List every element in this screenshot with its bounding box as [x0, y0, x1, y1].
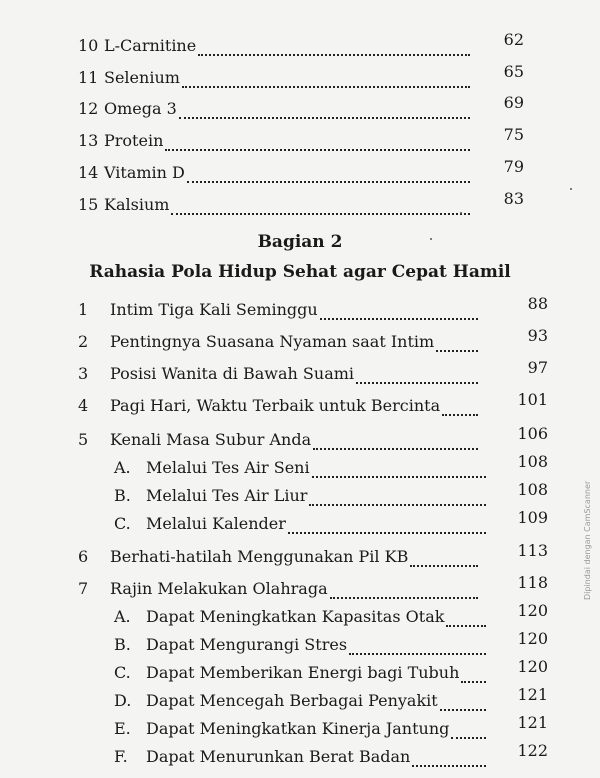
toc-entry-page: 83	[503, 189, 524, 208]
toc-entry-number: E.	[114, 719, 131, 738]
toc-entry-number: 7	[78, 579, 89, 598]
toc-entry[interactable]	[78, 541, 548, 569]
toc-entry-title: Omega 3	[104, 99, 177, 118]
toc-entry[interactable]	[114, 741, 548, 769]
toc-entry-title: Vitamin D	[104, 163, 185, 182]
toc-entry-title: Intim Tiga Kali Seminggu	[110, 300, 318, 319]
scan-speck	[430, 238, 432, 240]
dot-leader	[312, 456, 486, 478]
toc-entry[interactable]	[78, 30, 524, 58]
toc-entry-page: 109	[517, 508, 548, 527]
toc-entry-title: Selenium	[104, 68, 180, 87]
toc-entry-number: A.	[114, 607, 131, 626]
dot-leader	[349, 633, 486, 655]
toc-entry-number: 12	[78, 99, 99, 118]
toc-entry[interactable]	[114, 601, 548, 629]
toc-entry[interactable]	[78, 157, 524, 185]
dot-leader	[182, 66, 470, 88]
toc-entry-page: 62	[503, 30, 524, 49]
dot-leader	[412, 745, 486, 767]
dot-leader	[179, 97, 470, 119]
toc-entry-title: L-Carnitine	[104, 36, 197, 55]
toc-entry-title: Dapat Meningkatkan Kinerja Jantung	[146, 719, 450, 738]
dot-leader	[436, 330, 478, 352]
scan-speck	[570, 188, 572, 190]
toc-entry[interactable]	[78, 189, 524, 217]
dot-leader	[165, 129, 470, 151]
toc-entry-page: 121	[517, 713, 548, 732]
toc-entry-title: Dapat Mencegah Berbagai Penyakit	[146, 691, 438, 710]
toc-entry-title: Melalui Tes Air Seni	[146, 458, 310, 477]
toc-entry-title: Melalui Tes Air Liur	[146, 486, 308, 505]
dot-leader	[461, 661, 486, 683]
dot-leader	[313, 428, 478, 450]
toc-entry[interactable]	[78, 390, 548, 418]
dot-leader	[451, 717, 486, 739]
toc-entry-number: 4	[78, 396, 89, 415]
toc-entry-title: Dapat Meningkatkan Kapasitas Otak	[146, 607, 445, 626]
dot-leader	[446, 605, 486, 627]
toc-entry-page: 106	[517, 424, 548, 443]
toc-entry-page: 122	[517, 741, 548, 760]
toc-entry-page: 75	[503, 125, 524, 144]
toc-entry[interactable]	[78, 125, 524, 153]
toc-entry[interactable]	[114, 713, 548, 741]
toc-entry-number: C.	[114, 663, 131, 682]
dot-leader	[309, 484, 486, 506]
toc-entry-title: Rajin Melakukan Olahraga	[110, 579, 328, 598]
toc-entry-page: 113	[517, 541, 548, 560]
toc-entry-title: Berhati-hatilah Menggunakan Pil KB	[110, 547, 409, 566]
toc-entry-page: 65	[503, 62, 524, 81]
toc-entry-number: D.	[114, 691, 132, 710]
toc-entry-number: 5	[78, 430, 89, 449]
toc-entry-page: 120	[517, 629, 548, 648]
toc-entry-title: Pentingnya Suasana Nyaman saat Intim	[110, 332, 435, 351]
toc-entry[interactable]	[114, 685, 548, 713]
toc-entry-page: 101	[517, 390, 548, 409]
toc-entry[interactable]	[78, 573, 548, 601]
toc-entry[interactable]	[78, 424, 548, 452]
toc-entry[interactable]	[78, 93, 524, 121]
toc-entry-number: 6	[78, 547, 89, 566]
scan-speck	[460, 212, 462, 214]
scanner-watermark: Dipindai dengan CamScanner	[583, 480, 592, 600]
toc-entry-number: 15	[78, 195, 99, 214]
toc-entry-page: 108	[517, 452, 548, 471]
toc-entry[interactable]	[114, 657, 548, 685]
toc-entry[interactable]	[78, 294, 548, 322]
dot-leader	[187, 161, 470, 183]
toc-entry-page: 79	[503, 157, 524, 176]
toc-entry-number: 14	[78, 163, 99, 182]
toc-entry-title: Kenali Masa Subur Anda	[110, 430, 312, 449]
toc-entry-title: Dapat Menurunkan Berat Badan	[146, 747, 411, 766]
toc-entry-title: Kalsium	[104, 195, 170, 214]
toc-entry-number: B.	[114, 486, 131, 505]
toc-entry-number: 2	[78, 332, 89, 351]
toc-entry-page: 108	[517, 480, 548, 499]
part2-title: Rahasia Pola Hidup Sehat agar Cepat Hamil	[89, 262, 511, 282]
toc-entry[interactable]	[114, 452, 548, 480]
dot-leader	[330, 577, 478, 599]
dot-leader	[410, 545, 478, 567]
dot-leader	[320, 298, 478, 320]
toc-entry[interactable]	[114, 508, 548, 536]
toc-entry-title: Melalui Kalender	[146, 514, 286, 533]
toc-entry[interactable]	[114, 629, 548, 657]
toc-entry-number: 3	[78, 364, 89, 383]
toc-entry-title: Dapat Memberikan Energi bagi Tubuh	[146, 663, 460, 682]
toc-entry-number: 1	[78, 300, 89, 319]
toc-entry-number: 10	[78, 36, 99, 55]
toc-entry[interactable]	[78, 358, 548, 386]
toc-entry-number: F.	[114, 747, 128, 766]
toc-entry[interactable]	[78, 62, 524, 90]
toc-entry-page: 118	[517, 573, 548, 592]
toc-entry[interactable]	[114, 480, 548, 508]
dot-leader	[288, 512, 486, 534]
toc-entry-page: 93	[527, 326, 548, 345]
toc-entry-page: 120	[517, 657, 548, 676]
toc-entry-page: 120	[517, 601, 548, 620]
toc-entry-title: Dapat Mengurangi Stres	[146, 635, 348, 654]
toc-entry-title: Posisi Wanita di Bawah Suami	[110, 364, 355, 383]
toc-entry-page: 88	[527, 294, 548, 313]
toc-entry-page: 97	[527, 358, 548, 377]
dot-leader	[442, 394, 478, 416]
toc-entry-number: 11	[78, 68, 99, 87]
toc-entry-page: 121	[517, 685, 548, 704]
toc-entry-number: C.	[114, 514, 131, 533]
toc-entry-title: Protein	[104, 131, 164, 150]
dot-leader	[171, 193, 470, 215]
toc-entry-number: A.	[114, 458, 131, 477]
dot-leader	[440, 689, 486, 711]
toc-entry-number: 13	[78, 131, 99, 150]
toc-entry-number: B.	[114, 635, 131, 654]
toc-entry-page: 69	[503, 93, 524, 112]
toc-entry[interactable]	[78, 326, 548, 354]
toc-entry-title: Pagi Hari, Waktu Terbaik untuk Bercinta	[110, 396, 441, 415]
dot-leader	[198, 34, 470, 56]
dot-leader	[356, 362, 478, 384]
part2-label: Bagian 2	[257, 232, 343, 252]
